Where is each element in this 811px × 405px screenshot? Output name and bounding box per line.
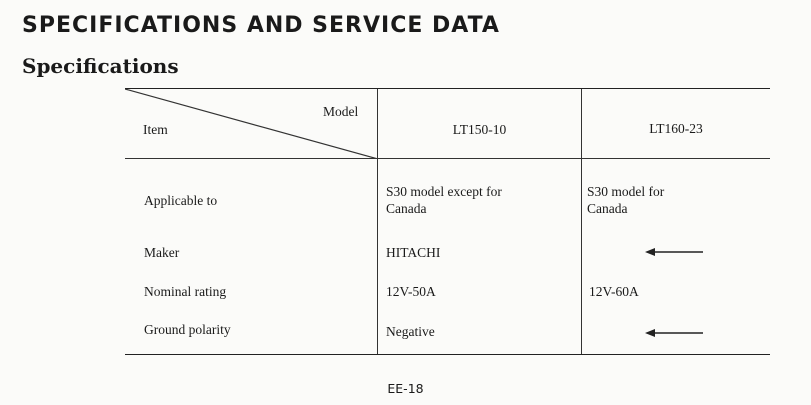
page-title: SPECIFICATIONS AND SERVICE DATA bbox=[22, 13, 500, 38]
page-number: EE-18 bbox=[387, 381, 424, 396]
section-title: Specifications bbox=[22, 54, 179, 78]
header-model-label: Model bbox=[323, 104, 359, 119]
header-item-label: Item bbox=[143, 122, 168, 137]
table-cell: Negative bbox=[386, 324, 435, 339]
table-cell: S30 model except for Canada bbox=[386, 184, 502, 216]
same-as-left-arrow-icon bbox=[645, 328, 703, 338]
row-item-label: Maker bbox=[144, 245, 180, 260]
column-header-lt150-10: LT150-10 bbox=[452, 122, 507, 137]
column-header-lt160-23: LT160-23 bbox=[649, 121, 703, 136]
row-item-label: Applicable to bbox=[144, 193, 218, 208]
table-cell: S30 model for Canada bbox=[587, 184, 665, 216]
specifications-table bbox=[125, 88, 770, 355]
table-cell: 12V-50A bbox=[386, 284, 436, 299]
table-cell: 12V-60A bbox=[589, 284, 639, 299]
row-item-label: Nominal rating bbox=[144, 284, 227, 299]
same-as-left-arrow-icon bbox=[645, 247, 703, 257]
row-item-label: Ground polarity bbox=[144, 322, 231, 337]
table-cell: HITACHI bbox=[386, 245, 441, 260]
